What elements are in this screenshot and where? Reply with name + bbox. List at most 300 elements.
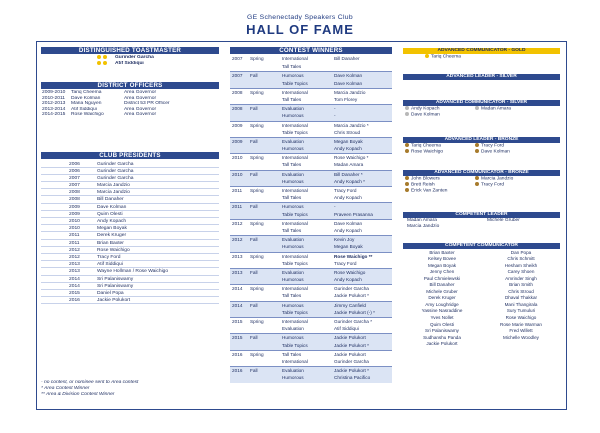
contest-winner: Andy Kopach xyxy=(334,227,362,233)
contest-type: International xyxy=(282,286,308,292)
officer-role: Area Governor xyxy=(124,112,157,117)
al-bronze-name: Dave Kolman xyxy=(481,149,510,155)
contest-row xyxy=(230,235,392,243)
president-name: Marcia Jandzio xyxy=(97,190,130,196)
contest-type: Table Topics xyxy=(282,260,308,266)
cc-name: Derek Kruger xyxy=(428,295,456,301)
contest-winner: Praveen Prasanna xyxy=(334,211,373,217)
president-row xyxy=(41,168,219,175)
contest-season: Spring xyxy=(250,351,264,357)
cl-name: Michele Gruber xyxy=(487,218,520,223)
contest-winners-table xyxy=(230,47,392,383)
officer-term: 2013-2014 xyxy=(42,106,66,112)
contest-year: 2010 xyxy=(232,155,243,161)
president-name: Quim Olesti xyxy=(97,211,123,217)
contest-row xyxy=(230,309,392,317)
contest-winner: Rose Waichigo xyxy=(334,269,366,275)
al-bronze-header: ADVANCED LEADER - BRONZE xyxy=(403,137,560,143)
contest-type: Tall Tales xyxy=(282,195,302,201)
contest-row xyxy=(230,227,392,235)
ac-bronze-header: ADVANCED COMMUNICATOR - BRONZE xyxy=(403,170,560,176)
cc-name: Rose Waichigo xyxy=(505,314,537,320)
contest-season: Fall xyxy=(250,171,258,177)
president-year: 2007 xyxy=(69,183,80,189)
contest-year: 2011 xyxy=(232,188,243,193)
contest-winner: Dave Kolman xyxy=(334,220,363,226)
contest-year: 2016 xyxy=(232,368,243,374)
president-name: Wayne Hollman / Rose Waichigo xyxy=(97,269,169,275)
cc-name: Amy Loughridge xyxy=(425,301,459,307)
contest-row xyxy=(230,112,392,120)
dtm-section xyxy=(41,47,219,66)
president-row xyxy=(41,276,219,283)
president-name: Marcia Jandzio xyxy=(97,183,130,189)
ac-silver-name: Madan Amara xyxy=(481,106,511,112)
contest-winner: Gurinder Garcha xyxy=(334,358,369,364)
contest-type: Tall Tales xyxy=(282,227,302,233)
contest-row xyxy=(230,161,392,169)
ac-bronze-section xyxy=(403,170,560,193)
contest-row xyxy=(230,284,392,292)
contest-type: Evaluation xyxy=(282,269,304,275)
contest-season: Spring xyxy=(250,155,264,161)
cc-name: Sudhanshu Panda xyxy=(423,334,461,340)
officer-name: Tariq Cheema xyxy=(71,90,102,95)
contest-type: Humorous xyxy=(282,204,304,210)
contest-season: Fall xyxy=(250,368,258,374)
president-name: Sri Palaniswamy xyxy=(97,276,134,282)
president-row xyxy=(41,247,219,254)
contest-winner: Tom Florey xyxy=(334,96,358,102)
president-row xyxy=(41,189,219,196)
star-dot-icon xyxy=(97,61,109,67)
president-name: Daniel Popa xyxy=(97,290,124,296)
dtm-name: Atif Siddiqui xyxy=(115,60,144,66)
officers-header: DISTRICT OFFICERS xyxy=(41,82,219,89)
officer-term: 2014-2015 xyxy=(42,112,66,117)
officer-term: 2009-2010 xyxy=(42,90,66,95)
president-row xyxy=(41,218,219,225)
cc-name: Yves Nollet xyxy=(430,314,454,320)
ac-bronze-name: John Blowers xyxy=(411,176,440,182)
contest-year: 2007 xyxy=(232,56,243,61)
contest-row xyxy=(230,333,392,341)
contest-winner: Dave Kolman xyxy=(334,73,363,79)
contest-winner: - xyxy=(334,204,336,210)
dtm-row xyxy=(41,61,219,67)
contest-row xyxy=(230,301,392,309)
president-year: 2010 xyxy=(69,226,80,232)
contest-row xyxy=(230,96,392,104)
ac-gold-name: Tariq Cheema xyxy=(431,54,461,60)
contest-type: International xyxy=(282,358,308,364)
contest-winner: - xyxy=(334,113,336,119)
contest-winner: Jackie Polukort (-) * xyxy=(334,309,375,315)
contest-header: CONTEST WINNERS xyxy=(230,47,392,54)
contest-winner: Madan Amara xyxy=(334,162,364,168)
contest-row xyxy=(230,63,392,71)
president-name: Dave Kolman xyxy=(97,204,127,210)
president-name: Rose Waichigo xyxy=(97,247,130,253)
contest-winner: Megan Boyak xyxy=(334,244,363,250)
cl-section xyxy=(403,212,560,230)
president-row xyxy=(41,261,219,268)
contest-year: 2009 xyxy=(232,122,243,128)
president-row xyxy=(41,290,219,297)
contest-row xyxy=(230,374,392,382)
contest-winner: Jackie Polukort * xyxy=(334,342,369,348)
contest-type: Humorous xyxy=(282,146,304,152)
contest-row xyxy=(230,342,392,350)
contest-type: International xyxy=(282,56,308,61)
cc-name: Rose Marie Warman xyxy=(500,321,542,327)
al-bronze-name: Rose Waichigo xyxy=(411,149,444,155)
president-year: 2013 xyxy=(69,269,80,275)
contest-row xyxy=(230,292,392,300)
officer-role: Area Governor xyxy=(124,106,157,112)
contest-row xyxy=(230,211,392,219)
cc-header: COMPETENT COMMUNICATOR xyxy=(403,243,560,249)
contest-year: 2016 xyxy=(232,351,243,357)
contest-row xyxy=(230,153,392,161)
contest-year: 2008 xyxy=(232,106,243,112)
contest-winner: Jackie Polukort xyxy=(334,335,366,341)
contest-winner: Andy Kopach xyxy=(334,195,362,201)
contest-row xyxy=(230,145,392,153)
contest-season: Fall xyxy=(250,106,258,112)
contest-row xyxy=(230,350,392,358)
contest-winner: Gurinder Garcha xyxy=(334,286,369,292)
ac-bronze-name: Tracy Ford xyxy=(481,182,505,188)
contest-winner: Kevin Joy xyxy=(334,237,355,243)
contest-type: International xyxy=(282,122,308,128)
contest-row xyxy=(230,219,392,227)
contest-row xyxy=(230,80,392,88)
contest-season: Fall xyxy=(250,269,258,275)
president-name: Megan Boyak xyxy=(97,226,127,232)
president-year: 2015 xyxy=(69,290,80,296)
contest-row xyxy=(230,71,392,79)
president-year: 2008 xyxy=(69,197,80,203)
contest-season: Fall xyxy=(250,204,258,210)
dtm-header: DISTINGUISHED TOASTMASTER xyxy=(41,47,219,54)
contest-type: Table Topics xyxy=(282,342,308,348)
contest-season: Fall xyxy=(250,335,258,341)
cc-row xyxy=(403,341,560,348)
contest-row xyxy=(230,252,392,260)
contest-type: Humorous xyxy=(282,375,304,381)
contest-season: Spring xyxy=(250,253,264,259)
contest-row xyxy=(230,170,392,178)
page-title: HALL OF FAME xyxy=(246,22,354,37)
president-row xyxy=(41,196,219,203)
president-year: 2009 xyxy=(69,211,80,217)
contest-row xyxy=(230,104,392,112)
contest-winner: Chris Stroud xyxy=(334,129,361,135)
ac-bronze-name: Erick Van Zanten xyxy=(411,187,448,193)
president-row xyxy=(41,240,219,247)
contest-winner: Marcia Jandzio * xyxy=(334,122,369,128)
contest-type: Humorous xyxy=(282,178,304,184)
contest-winner: Andy Kopach xyxy=(334,277,362,283)
cc-name: Chris Stroud xyxy=(508,288,534,294)
president-name: Gurinder Garcha xyxy=(97,175,134,181)
officer-name: Atif Siddiqui xyxy=(71,106,97,112)
officer-name: Rose Waichigo xyxy=(71,112,104,117)
president-row xyxy=(41,297,219,304)
contest-year: 2008 xyxy=(232,89,243,95)
contest-type: Humorous xyxy=(282,302,304,308)
contest-winner: Bill Danaher xyxy=(334,56,360,61)
president-name: Gurinder Garcha xyxy=(97,161,134,167)
contest-year: 2012 xyxy=(232,237,243,243)
cc-name: Yassine Nasraddine xyxy=(421,308,463,314)
cc-name: Quim Olesti xyxy=(430,321,454,327)
contest-row xyxy=(230,268,392,276)
contest-winner: - xyxy=(334,106,336,112)
president-row xyxy=(41,211,219,218)
contest-winner: Jackie Polukort xyxy=(334,351,366,357)
contest-year: 2014 xyxy=(232,302,243,308)
contest-row xyxy=(230,121,392,129)
cc-name: Michelle Woodley xyxy=(503,334,539,340)
president-row xyxy=(41,161,219,168)
cc-name: Megan Boyak xyxy=(427,262,457,268)
contest-year: 2009 xyxy=(232,138,243,144)
president-row xyxy=(41,268,219,275)
contest-type: Evaluation xyxy=(282,138,304,144)
president-row xyxy=(41,283,219,290)
officer-role: Area Governor xyxy=(124,90,157,95)
contest-winner: Gurinder Garcha * xyxy=(334,319,373,324)
contest-type: International xyxy=(282,155,308,161)
contest-type: International xyxy=(282,188,308,193)
contest-winner: Rose Waichigo * xyxy=(334,155,369,161)
contest-type: Tall Tales xyxy=(282,293,302,299)
cc-name: Fred Willett xyxy=(509,328,533,334)
president-name: Brian Baxter xyxy=(97,240,124,246)
contest-year: 2012 xyxy=(232,220,243,226)
ac-silver-section xyxy=(403,100,560,118)
contest-season: Spring xyxy=(250,89,264,95)
president-year: 2011 xyxy=(69,240,80,246)
legend xyxy=(41,380,211,399)
contest-type: Table Topics xyxy=(282,211,308,217)
cc-name: Jackie Polukort xyxy=(426,341,458,347)
cc-name: Sury Tumuluri xyxy=(506,308,536,314)
contest-type: Tall Tales xyxy=(282,64,302,70)
al-silver-section xyxy=(403,74,560,80)
cc-name: Mani Thangirala xyxy=(504,301,538,307)
cc-name: Dhaval Thakkar xyxy=(504,295,538,301)
president-year: 2006 xyxy=(69,161,80,167)
president-row xyxy=(41,204,219,211)
contest-type: Table Topics xyxy=(282,309,308,315)
cl-name: Madan Amara xyxy=(407,218,437,223)
contest-row xyxy=(230,260,392,268)
contest-year: 2010 xyxy=(232,171,243,177)
contest-winner: Christina Pacifico xyxy=(334,375,371,381)
presidents-section xyxy=(41,152,219,304)
contest-type: Tall Tales xyxy=(282,96,302,102)
cc-name: Hesham Sheikh xyxy=(504,262,538,268)
contest-winner: Andy Kopach xyxy=(334,146,362,152)
president-row xyxy=(41,232,219,239)
contest-type: International xyxy=(282,319,308,324)
contest-season: Fall xyxy=(250,302,258,308)
officer-name: Dave Kolman xyxy=(71,95,101,101)
contest-season: Spring xyxy=(250,319,264,324)
contest-season: Fall xyxy=(250,237,258,243)
contest-season: Spring xyxy=(250,188,264,193)
contest-year: 2013 xyxy=(232,269,243,275)
contest-row xyxy=(230,186,392,194)
contest-winner: Rose Waichigo ** xyxy=(334,253,373,259)
contest-type: Table Topics xyxy=(282,80,308,86)
contest-type: Humorous xyxy=(282,113,304,119)
contest-type: Evaluation xyxy=(282,368,304,374)
al-bronze-name: Tariq Cheema xyxy=(411,143,441,149)
dtm-name: Gurinder Garcha xyxy=(115,55,154,60)
contest-row xyxy=(230,137,392,145)
contest-winner: Bill Danaher * xyxy=(334,171,363,177)
president-name: Bill Danaher xyxy=(97,197,124,203)
contest-type: Humorous xyxy=(282,335,304,341)
president-name: Tracy Ford xyxy=(97,254,121,260)
contest-year: 2007 xyxy=(232,73,243,79)
legend-item: - no contest, or nominee sent to Area contest xyxy=(41,380,139,385)
president-year: 2012 xyxy=(69,254,80,260)
president-year: 2007 xyxy=(69,175,80,181)
contest-type: Tall Tales xyxy=(282,162,302,168)
al-silver-header: ADVANCED LEADER - SILVER xyxy=(403,74,560,80)
contest-season: Fall xyxy=(250,138,258,144)
president-year: 2012 xyxy=(69,247,80,253)
presidents-header: CLUB PRESIDENTS xyxy=(41,152,219,159)
contest-winner: Tracy Ford xyxy=(334,260,357,266)
president-year: 2009 xyxy=(69,204,80,210)
president-year: 2014 xyxy=(69,276,80,282)
president-row xyxy=(41,175,219,182)
president-name: Derek Kruger xyxy=(97,233,127,239)
contest-type: Humorous xyxy=(282,244,304,250)
president-year: 2008 xyxy=(69,190,80,196)
contest-winner: Tracy Ford xyxy=(334,188,357,193)
president-year: 2014 xyxy=(69,283,80,289)
president-year: 2011 xyxy=(69,233,80,239)
contest-season: Fall xyxy=(250,73,258,79)
officer-term: 2010-2011 xyxy=(42,95,66,101)
contest-type: Evaluation xyxy=(282,106,304,112)
contest-type: International xyxy=(282,253,308,259)
contest-winner: Jackie Polukort * xyxy=(334,293,369,299)
ac-gold-header: ADVANCED COMMUNICATOR - GOLD xyxy=(403,48,560,54)
contest-winner: Atif Siddiqui xyxy=(334,326,359,332)
contest-season: Spring xyxy=(250,122,264,128)
cc-name: Carey Shoen xyxy=(507,269,535,275)
cc-name: Dan Popa xyxy=(510,249,532,255)
president-year: 2013 xyxy=(69,262,80,268)
cc-name: Chris Schmitt xyxy=(507,256,535,262)
contest-season: Spring xyxy=(250,56,264,61)
contest-row xyxy=(230,88,392,96)
cc-name: Jenny Chen xyxy=(429,269,455,275)
contest-row xyxy=(230,129,392,137)
contest-row xyxy=(230,276,392,284)
cc-name: Sri Palaniswamy xyxy=(425,328,459,334)
president-name: Atif Siddiqui xyxy=(97,262,123,268)
officers-section xyxy=(41,82,219,118)
contest-winner: Jackie Polukort * xyxy=(334,368,369,374)
contest-season: Spring xyxy=(250,286,264,292)
cc-name: Amrinder Singh xyxy=(505,275,537,281)
contest-winner: Marcia Jandzio xyxy=(334,89,366,95)
contest-type: Evaluation xyxy=(282,171,304,177)
contest-type: Evaluation xyxy=(282,326,304,332)
legend-item: * Area Contest Winner xyxy=(41,386,90,392)
cc-name: Paul Chmielewski xyxy=(423,275,461,281)
contest-type: Table Topics xyxy=(282,129,308,135)
cc-name: Bill Danaher xyxy=(429,282,455,288)
ac-silver-name: Dave Kolman xyxy=(411,112,440,118)
ac-gold-section xyxy=(403,48,560,60)
club-name: GE Schenectady Speakers Club xyxy=(247,14,353,21)
contest-row xyxy=(230,194,392,202)
contest-row xyxy=(230,202,392,210)
contest-type: Humorous xyxy=(282,277,304,283)
cc-name: Michele Gruber xyxy=(426,288,458,294)
contest-row xyxy=(230,317,392,325)
contest-type: International xyxy=(282,220,308,226)
al-bronze-name: Tracy Ford xyxy=(481,143,505,149)
contest-row xyxy=(230,366,392,374)
president-row xyxy=(41,254,219,261)
cc-name: Kelsey Bovee xyxy=(427,256,457,262)
cc-section xyxy=(403,243,560,348)
contest-season: Spring xyxy=(250,220,264,226)
contest-row xyxy=(230,55,392,63)
president-year: 2016 xyxy=(69,298,80,304)
contest-winner: Megan Boyak xyxy=(334,138,363,144)
contest-year: 2015 xyxy=(232,335,243,341)
contest-winner: Dave Kolman xyxy=(334,80,363,86)
ac-silver-header: ADVANCED COMMUNICATOR - SILVER xyxy=(403,100,560,106)
ac-bronze-name: Brett Reish xyxy=(411,182,435,188)
officer-term: 2012-2013 xyxy=(42,101,66,106)
al-bronze-section xyxy=(403,137,560,155)
cc-name: Brian Smith xyxy=(509,282,533,288)
president-row xyxy=(41,225,219,232)
contest-year: 2014 xyxy=(232,286,243,292)
officer-role: District 53 PR Officer xyxy=(124,101,170,106)
contest-row xyxy=(230,358,392,366)
cc-name: Brian Baxter xyxy=(429,249,455,255)
contest-year: 2015 xyxy=(232,319,243,324)
contest-row xyxy=(230,325,392,333)
contest-type: Evaluation xyxy=(282,237,304,243)
president-name: Andy Kopach xyxy=(97,219,127,224)
president-year: 2006 xyxy=(69,168,80,174)
cl-header: COMPETENT LEADER xyxy=(403,212,560,218)
officer-row xyxy=(41,112,219,118)
president-row xyxy=(41,182,219,189)
ac-silver-name: Andy Kopach xyxy=(411,106,440,112)
contest-year: 2011 xyxy=(232,204,243,210)
president-name: Sri Palaniswamy xyxy=(97,283,134,289)
contest-row xyxy=(230,243,392,251)
contest-type: Humorous xyxy=(282,73,304,79)
contest-type: Tall Tales xyxy=(282,351,302,357)
